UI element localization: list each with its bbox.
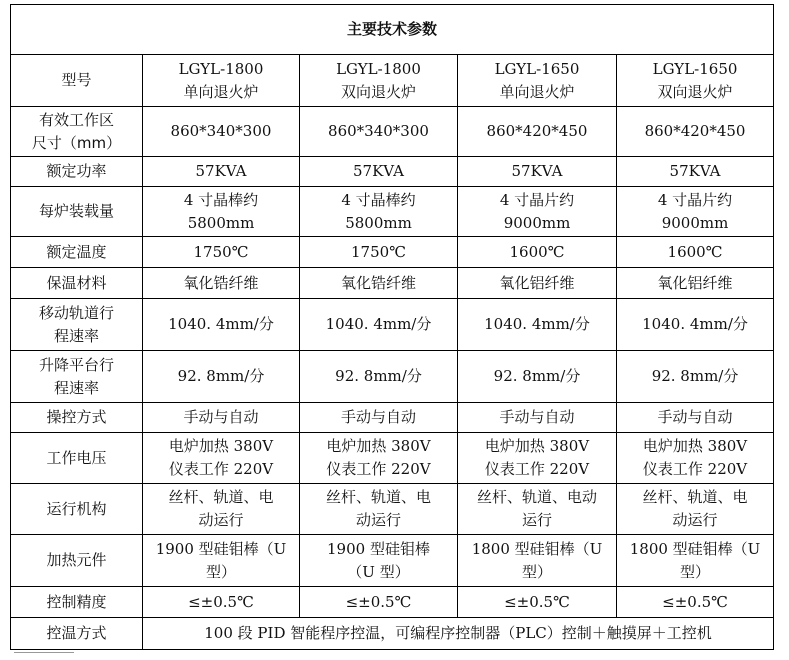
row-value: ≤±0.5℃ (300, 587, 458, 618)
table-row (11, 237, 774, 268)
row-value: 1800 型硅钼棒（U 型） (458, 535, 617, 587)
row-value: 57KVA (458, 157, 617, 187)
row-value: 1900 型硅钼棒 （U 型） (300, 535, 458, 587)
row-value: 92. 8mm/分 (617, 351, 774, 403)
row-value: 860*340*300 (143, 107, 300, 157)
row-label: 运行机构 (11, 484, 143, 535)
row-value: 1750℃ (143, 237, 300, 268)
table-row (11, 618, 774, 650)
row-value: 手动与自动 (617, 403, 774, 433)
row-value: 57KVA (300, 157, 458, 187)
row-value: 电炉加热 380V 仪表工作 220V (617, 433, 774, 484)
row-value: 丝杆、轨道、电 动运行 (617, 484, 774, 535)
title-row (11, 5, 774, 55)
row-value: 1040. 4mm/分 (617, 299, 774, 351)
row-value: 57KVA (617, 157, 774, 187)
row-value: 860*340*300 (300, 107, 458, 157)
row-label: 有效工作区 尺寸（mm） (11, 107, 143, 157)
row-label: 额定温度 (11, 237, 143, 268)
table-row (11, 351, 774, 403)
row-value: 丝杆、轨道、电 动运行 (143, 484, 300, 535)
row-value: 1900 型硅钼棒（U 型） (143, 535, 300, 587)
row-value: ≤±0.5℃ (143, 587, 300, 618)
row-value: 1750℃ (300, 237, 458, 268)
model-row (11, 55, 774, 107)
row-value: 手动与自动 (143, 403, 300, 433)
table-row (11, 403, 774, 433)
row-value: 1040. 4mm/分 (300, 299, 458, 351)
table-row (11, 433, 774, 484)
table-row (11, 484, 774, 535)
row-value: 丝杆、轨道、电 动运行 (300, 484, 458, 535)
row-label: 额定功率 (11, 157, 143, 187)
row-value: 1800 型硅钼棒（U 型） (617, 535, 774, 587)
row-value: 4 寸晶片约 9000mm (617, 187, 774, 237)
row-label: 加热元件 (11, 535, 143, 587)
spec-table-body (11, 5, 774, 650)
row-label: 控制精度 (11, 587, 143, 618)
row-label: 操控方式 (11, 403, 143, 433)
row-label: 保温材料 (11, 268, 143, 299)
row-value: 电炉加热 380V 仪表工作 220V (458, 433, 617, 484)
row-value: 4 寸晶片约 9000mm (458, 187, 617, 237)
table-row (11, 587, 774, 618)
model-name: LGYL-1650 双向退火炉 (617, 55, 774, 107)
table-title: 主要技术参数 (11, 5, 774, 55)
row-value: 手动与自动 (300, 403, 458, 433)
row-value: 92. 8mm/分 (300, 351, 458, 403)
model-name: LGYL-1650 单向退火炉 (458, 55, 617, 107)
row-label: 升降平台行 程速率 (11, 351, 143, 403)
model-name: LGYL-1800 双向退火炉 (300, 55, 458, 107)
row-value: 92. 8mm/分 (458, 351, 617, 403)
row-value: 1600℃ (458, 237, 617, 268)
row-value: 手动与自动 (458, 403, 617, 433)
table-row (11, 157, 774, 187)
row-value: 电炉加热 380V 仪表工作 220V (300, 433, 458, 484)
row-value: 氧化锆纤维 (300, 268, 458, 299)
row-value: 氧化铝纤维 (617, 268, 774, 299)
row-value: 丝杆、轨道、电动 运行 (458, 484, 617, 535)
spec-table (10, 4, 774, 650)
row-value: 氧化铝纤维 (458, 268, 617, 299)
table-row (11, 299, 774, 351)
row-value: 电炉加热 380V 仪表工作 220V (143, 433, 300, 484)
row-value: 100 段 PID 智能程序控温，可编程序控制器（PLC）控制＋触摸屏＋工控机 (143, 618, 774, 650)
row-value: 氧化锆纤维 (143, 268, 300, 299)
row-label: 控温方式 (11, 618, 143, 650)
row-value: ≤±0.5℃ (617, 587, 774, 618)
table-row (11, 535, 774, 587)
row-label: 工作电压 (11, 433, 143, 484)
row-value: 92. 8mm/分 (143, 351, 300, 403)
row-value: 1600℃ (617, 237, 774, 268)
row-value: 860*420*450 (458, 107, 617, 157)
row-value: 4 寸晶棒约 5800mm (143, 187, 300, 237)
row-label: 移动轨道行 程速率 (11, 299, 143, 351)
row-value: 1040. 4mm/分 (458, 299, 617, 351)
table-row (11, 107, 774, 157)
row-value: 860*420*450 (617, 107, 774, 157)
row-value: 57KVA (143, 157, 300, 187)
table-row (11, 187, 774, 237)
model-header: 型号 (11, 55, 143, 107)
row-value: 1040. 4mm/分 (143, 299, 300, 351)
row-value: ≤±0.5℃ (458, 587, 617, 618)
row-label: 每炉装载量 (11, 187, 143, 237)
row-value: 4 寸晶棒约 5800mm (300, 187, 458, 237)
model-name: LGYL-1800 单向退火炉 (143, 55, 300, 107)
table-row (11, 268, 774, 299)
